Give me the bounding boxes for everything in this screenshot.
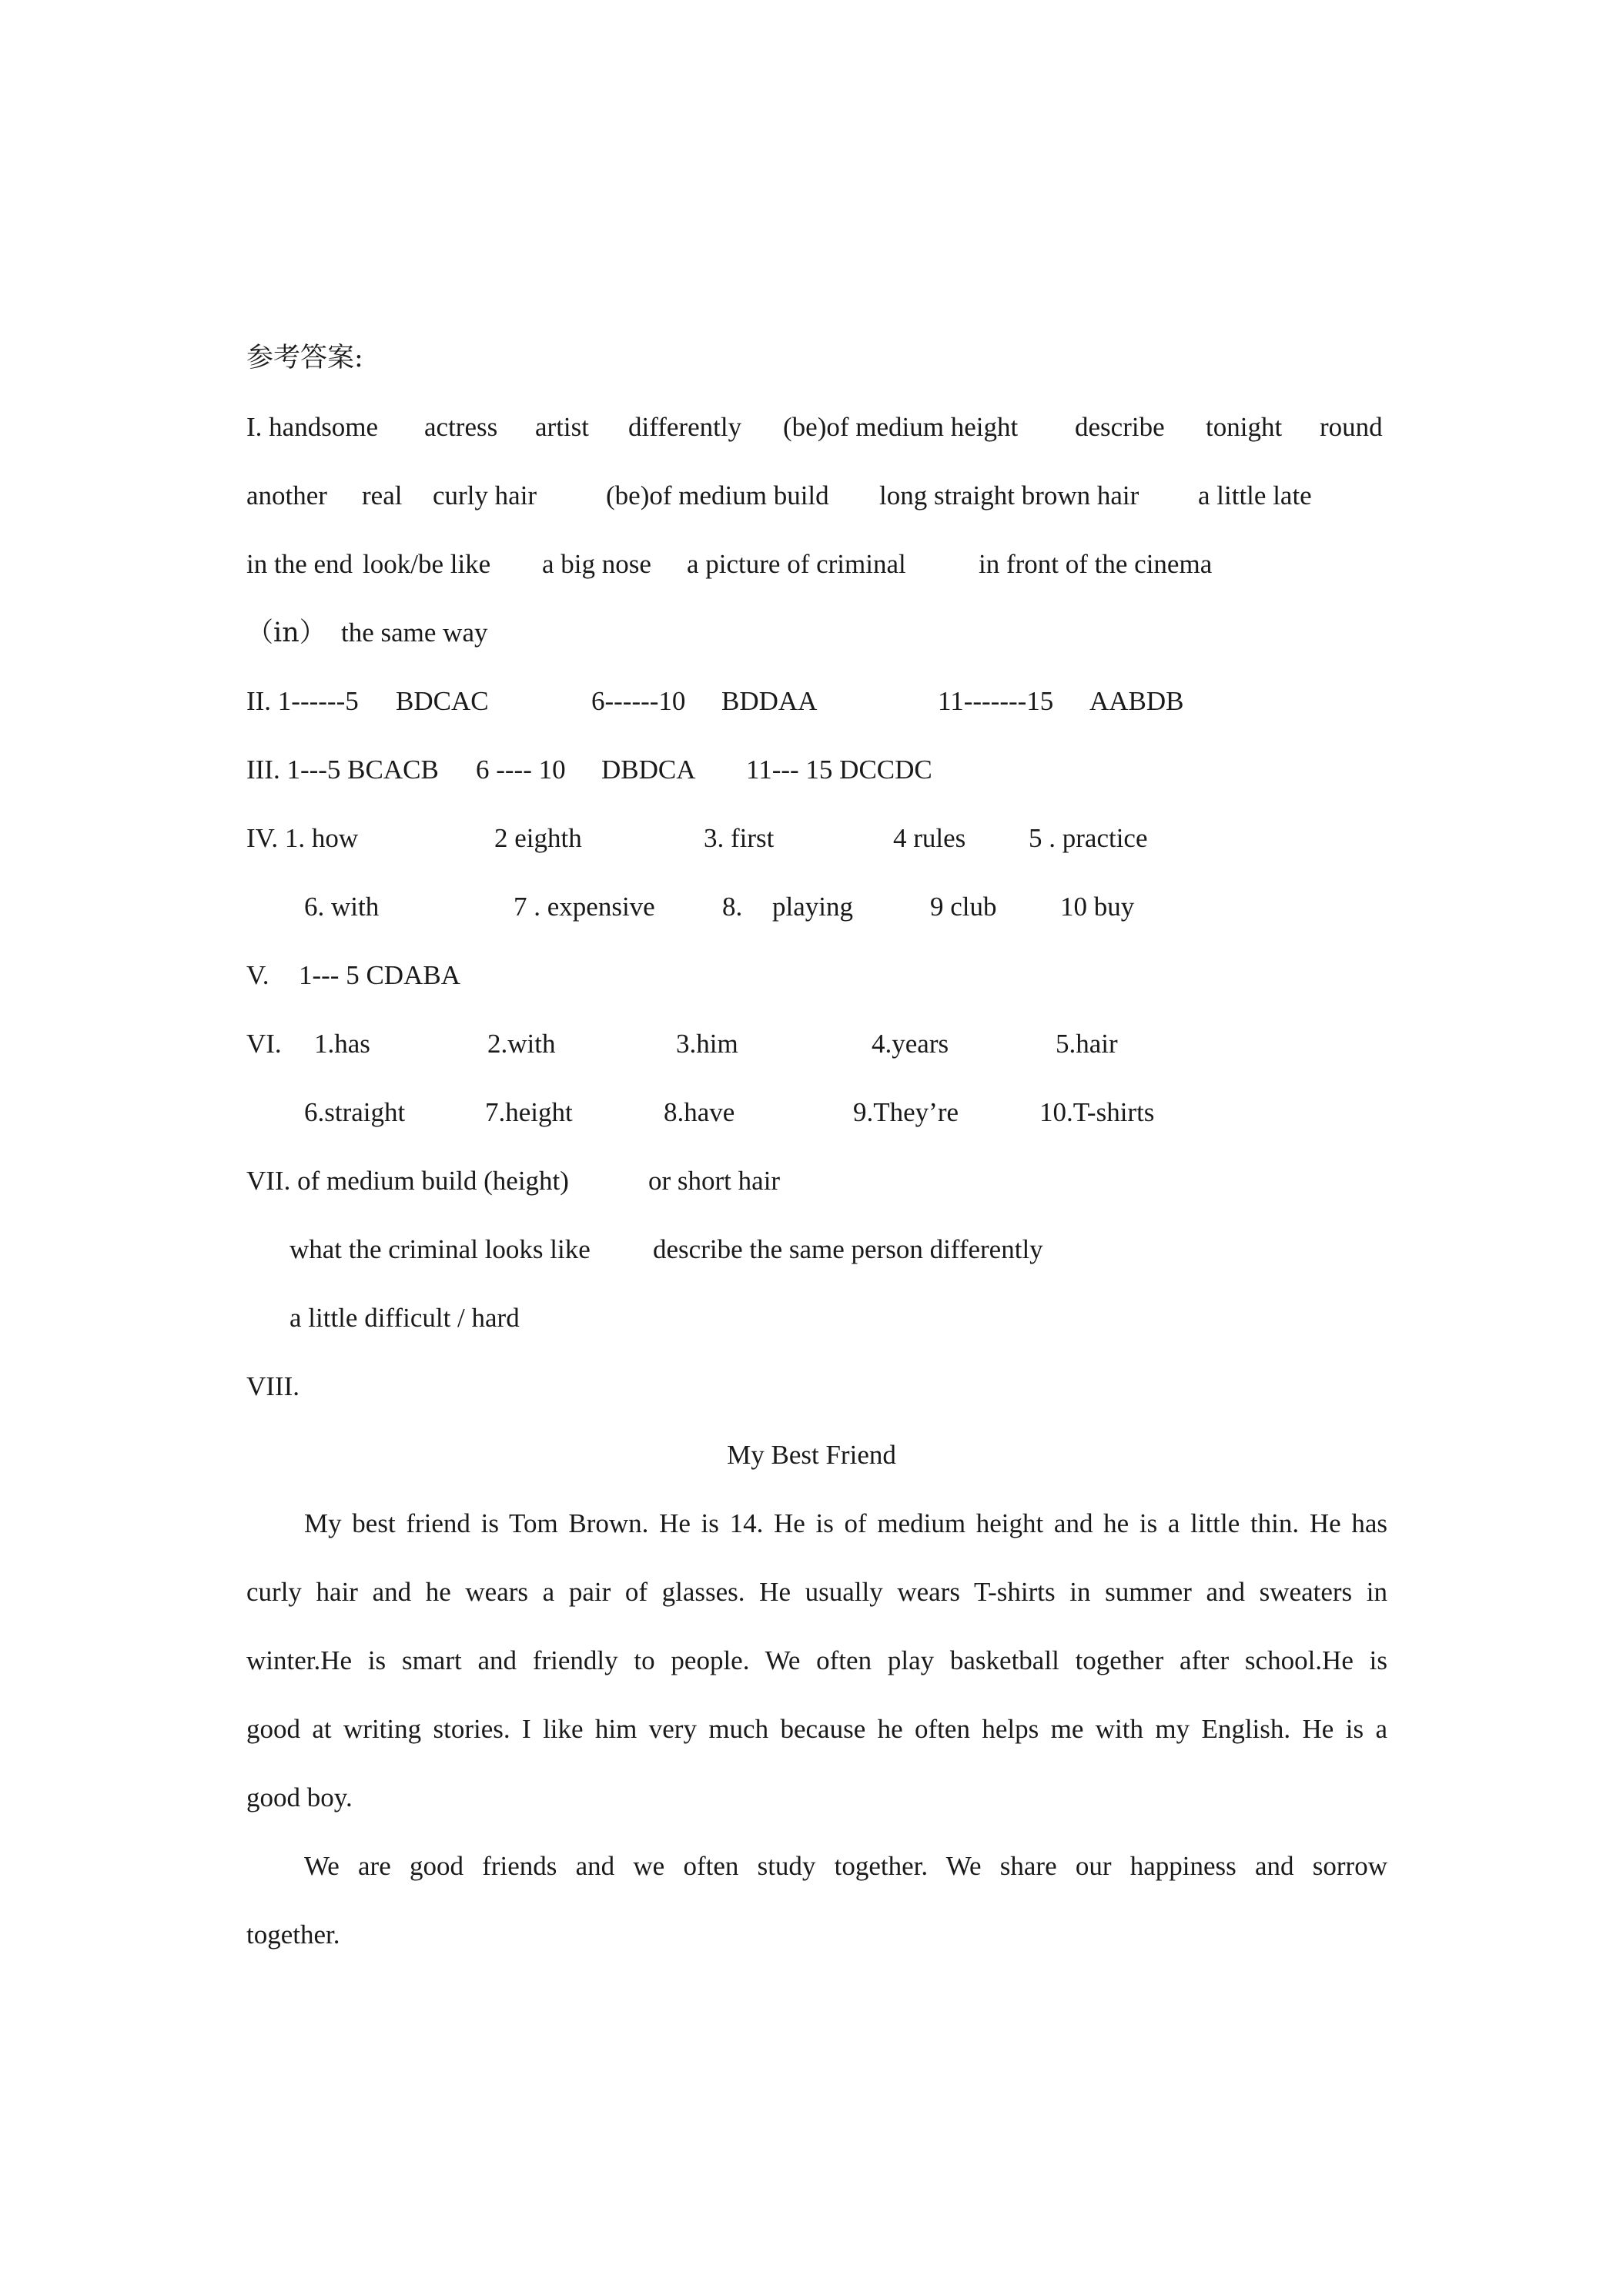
answer-item: VII. of medium build (height) bbox=[246, 1166, 569, 1196]
answer-item: III. 1---5 BCACB bbox=[246, 755, 439, 785]
answer-item: in front of the cinema bbox=[979, 549, 1213, 579]
answer-item: 5 . practice bbox=[1029, 823, 1148, 853]
answer-item: II. 1------5 bbox=[246, 686, 359, 716]
essay-p1-line-4: good at writing stories. I like him very much because he often helps me with my English. He is a bbox=[246, 1714, 1387, 1744]
answer-item: 3.him bbox=[676, 1029, 738, 1059]
answer-item: the same way bbox=[341, 618, 488, 648]
answer-item: 6. with bbox=[304, 892, 380, 922]
essay-p1-line-1: My best friend is Tom Brown. He is 14. He is of medium height and he is a little thin. He has bbox=[304, 1508, 1387, 1538]
answer-item: BDCAC bbox=[396, 686, 489, 716]
answer-item: 6 ---- 10 bbox=[476, 755, 566, 785]
answer-item: （in） bbox=[246, 618, 326, 648]
essay-p2-line-1: We are good friends and we often study together. We share our happiness and sorrow bbox=[304, 1851, 1387, 1881]
answer-item: V. bbox=[246, 960, 269, 990]
answer-item: 9 club bbox=[930, 892, 997, 922]
answer-item: 4.years bbox=[872, 1029, 949, 1059]
answer-item: a little late bbox=[1198, 480, 1312, 510]
answer-item: 2 eighth bbox=[494, 823, 582, 853]
answer-item: describe bbox=[1075, 412, 1165, 442]
answer-item: playing bbox=[772, 892, 853, 922]
answer-item: describe the same person differently bbox=[653, 1234, 1043, 1264]
answer-item: 8.have bbox=[664, 1097, 735, 1127]
answer-item: real bbox=[362, 480, 403, 510]
answer-item: artist bbox=[535, 412, 589, 442]
essay-p1-line-2: curly hair and he wears a pair of glasses. He usually wears T-shirts in summer and sweaters in bbox=[246, 1577, 1387, 1607]
answer-item: IV. 1. how bbox=[246, 823, 359, 853]
answer-item: look/be like bbox=[363, 549, 491, 579]
answer-item: a little difficult / hard bbox=[289, 1303, 520, 1333]
answer-item: long straight brown hair bbox=[879, 480, 1139, 510]
answer-item: differently bbox=[628, 412, 742, 442]
essay-p1-line-5: good boy. bbox=[246, 1782, 353, 1812]
answer-item: tonight bbox=[1206, 412, 1283, 442]
answer-item: 1.has bbox=[314, 1029, 370, 1059]
answer-item: BDDAA bbox=[721, 686, 818, 716]
answer-item: a picture of criminal bbox=[687, 549, 906, 579]
answer-item: (be)of medium height bbox=[783, 412, 1019, 442]
answer-item: 2.with bbox=[487, 1029, 556, 1059]
answer-item: 7.height bbox=[485, 1097, 573, 1127]
answer-item: 9.They’re bbox=[853, 1097, 959, 1127]
answer-item: VI. bbox=[246, 1029, 282, 1059]
answer-item: (be)of medium build bbox=[606, 480, 829, 510]
answer-item: 3. first bbox=[704, 823, 775, 853]
answer-key-heading: 参考答案: bbox=[246, 343, 363, 373]
answer-item: what the criminal looks like bbox=[289, 1234, 591, 1264]
answer-item: 6.straight bbox=[304, 1097, 406, 1127]
answer-item: in the end bbox=[246, 549, 353, 579]
answer-item: actress bbox=[424, 412, 498, 442]
answer-item: 11-------15 bbox=[938, 686, 1054, 716]
essay-p2-line-2: together. bbox=[246, 1919, 340, 1950]
answer-item: 10 buy bbox=[1060, 892, 1135, 922]
answer-item: round bbox=[1320, 412, 1383, 442]
answer-item: 6------10 bbox=[591, 686, 686, 716]
answer-item: 7 . expensive bbox=[514, 892, 655, 922]
answer-item: 4 rules bbox=[893, 823, 966, 853]
section-8-label: VIII. bbox=[246, 1371, 300, 1401]
answer-item: or short hair bbox=[648, 1166, 781, 1196]
answer-item: AABDB bbox=[1089, 686, 1184, 716]
answer-item: curly hair bbox=[433, 480, 537, 510]
answer-item: 1--- 5 CDABA bbox=[299, 960, 460, 990]
essay-title: My Best Friend bbox=[727, 1440, 896, 1470]
answer-item: 8. bbox=[722, 892, 743, 922]
answer-item: DBDCA bbox=[601, 755, 696, 785]
essay-p1-line-3: winter.He is smart and friendly to people. We often play basketball together after school.He is bbox=[246, 1645, 1387, 1675]
answer-item: another bbox=[246, 480, 327, 510]
answer-item: 10.T-shirts bbox=[1039, 1097, 1155, 1127]
answer-item: 5.hair bbox=[1056, 1029, 1118, 1059]
answer-item: 11--- 15 DCCDC bbox=[746, 755, 932, 785]
answer-item: a big nose bbox=[542, 549, 651, 579]
answer-item: I. handsome bbox=[246, 412, 379, 442]
